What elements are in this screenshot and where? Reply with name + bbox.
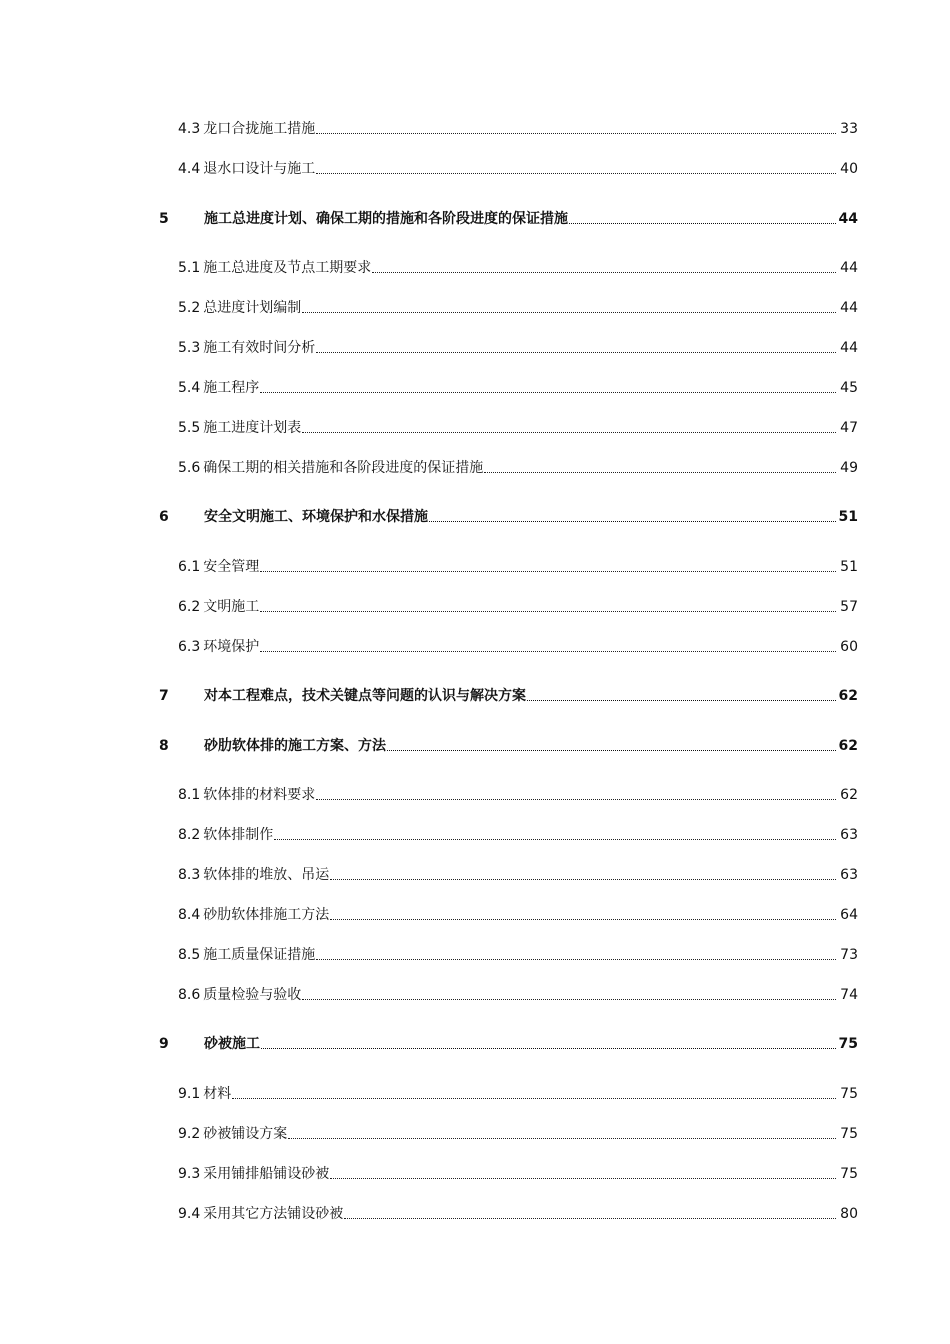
toc-entry-title: 砂被铺设方案 [203, 1126, 288, 1142]
toc-entry-page: 75 [840, 1166, 858, 1182]
toc-entry-page: 74 [840, 987, 858, 1003]
toc-entry-number: 7 [159, 688, 169, 704]
toc-entry-title: 软体排的堆放、吊运 [203, 867, 330, 883]
toc-entry-title: 对本工程难点，技术关键点等问题的认识与解决方案 [204, 688, 526, 704]
toc-entry-number: 5.4 [178, 380, 201, 396]
toc-entry-page: 80 [840, 1206, 858, 1222]
toc-entry-title: 施工进度计划表 [203, 420, 302, 436]
toc-entry[interactable] [0, 982, 858, 1004]
toc-dot-leader [569, 223, 836, 224]
toc-entry-number: 8.3 [178, 867, 201, 883]
toc-entry-page: 47 [840, 420, 858, 436]
toc-entry[interactable] [0, 1081, 858, 1103]
toc-entry-page: 62 [840, 787, 858, 803]
toc-entry-page: 51 [840, 559, 858, 575]
toc-entry-number: 8.5 [178, 947, 201, 963]
toc-dot-leader [302, 999, 836, 1000]
toc-dot-leader [260, 611, 836, 612]
toc-entry-title: 龙口合拢施工措施 [203, 121, 316, 137]
toc-entry[interactable] [0, 335, 858, 357]
toc-entry-number: 5.2 [178, 300, 201, 316]
toc-dot-leader [261, 1048, 836, 1049]
toc-entry-page: 57 [840, 599, 858, 615]
toc-dot-leader [288, 1138, 836, 1139]
toc-entry-number: 5 [159, 211, 169, 227]
toc-dot-leader [316, 133, 836, 134]
toc-entry-title: 采用铺排船铺设砂被 [203, 1166, 330, 1182]
toc-entry-page: 63 [840, 827, 858, 843]
toc-entry-title: 质量检验与验收 [203, 987, 302, 1003]
toc-dot-leader [330, 879, 836, 880]
toc-dot-leader [302, 312, 836, 313]
toc-entry-title: 确保工期的相关措施和各阶段进度的保证措施 [203, 460, 484, 476]
toc-entry[interactable] [0, 295, 858, 317]
toc-entry-page: 62 [838, 738, 858, 754]
toc-entry[interactable] [0, 156, 858, 178]
toc-entry-number: 9.3 [178, 1166, 201, 1182]
toc-entry-title: 采用其它方法铺设砂被 [203, 1206, 344, 1222]
toc-entry-title: 材料 [203, 1086, 232, 1102]
toc-entry-page: 44 [840, 300, 858, 316]
toc-entry-number: 8.4 [178, 907, 201, 923]
toc-entry-page: 44 [838, 211, 858, 227]
toc-entry-page: 51 [838, 509, 858, 525]
toc-entry[interactable] [0, 206, 858, 228]
toc-entry[interactable] [0, 862, 858, 884]
toc-entry-number: 8.1 [178, 787, 201, 803]
toc-dot-leader [260, 571, 836, 572]
toc-dot-leader [330, 919, 836, 920]
toc-dot-leader [527, 700, 836, 701]
toc-entry-title: 砂肋软体排的施工方案、方法 [204, 738, 386, 754]
toc-entry-number: 9 [159, 1036, 169, 1052]
toc-entry-number: 6.3 [178, 639, 201, 655]
toc-entry[interactable] [0, 594, 858, 616]
toc-entry-title: 安全文明施工、环境保护和水保措施 [204, 509, 428, 525]
toc-entry-number: 9.4 [178, 1206, 201, 1222]
toc-entry[interactable] [0, 554, 858, 576]
toc-dot-leader [302, 432, 836, 433]
toc-entry-number: 5.6 [178, 460, 201, 476]
toc-dot-leader [316, 352, 836, 353]
toc-entry-page: 75 [840, 1086, 858, 1102]
toc-entry[interactable] [0, 733, 858, 755]
toc-entry-number: 9.2 [178, 1126, 201, 1142]
toc-entry-title: 安全管理 [203, 559, 260, 575]
toc-entry-title: 退水口设计与施工 [203, 161, 316, 177]
toc-entry[interactable] [0, 782, 858, 804]
toc-dot-leader [260, 651, 836, 652]
toc-entry-title: 施工质量保证措施 [203, 947, 316, 963]
toc-entry[interactable] [0, 942, 858, 964]
toc-dot-leader [330, 1178, 836, 1179]
toc-entry[interactable] [0, 634, 858, 656]
toc-entry[interactable] [0, 822, 858, 844]
toc-entry-page: 63 [840, 867, 858, 883]
toc-dot-leader [484, 472, 836, 473]
toc-dot-leader [232, 1098, 836, 1099]
toc-entry-number: 4.3 [178, 121, 201, 137]
toc-entry-title: 施工总进度计划、确保工期的措施和各阶段进度的保证措施 [204, 211, 568, 227]
toc-entry-number: 4.4 [178, 161, 201, 177]
toc-entry[interactable] [0, 375, 858, 397]
toc-entry[interactable] [0, 504, 858, 526]
toc-entry-title: 施工总进度及节点工期要求 [203, 260, 372, 276]
toc-dot-leader [344, 1218, 836, 1219]
toc-entry-page: 40 [840, 161, 858, 177]
toc-entry-page: 64 [840, 907, 858, 923]
toc-entry[interactable] [0, 1161, 858, 1183]
toc-entry[interactable] [0, 455, 858, 477]
toc-dot-leader [260, 392, 836, 393]
toc-entry-number: 6.1 [178, 559, 201, 575]
toc-entry-page: 33 [840, 121, 858, 137]
toc-entry-number: 6.2 [178, 599, 201, 615]
toc-entry-number: 5.1 [178, 260, 201, 276]
toc-entry-page: 73 [840, 947, 858, 963]
toc-entry-title: 施工程序 [203, 380, 260, 396]
toc-entry-title: 砂被施工 [204, 1036, 260, 1052]
toc-entry-title: 软体排制作 [203, 827, 274, 843]
toc-entry[interactable] [0, 1201, 858, 1223]
toc-dot-leader [316, 173, 836, 174]
toc-entry[interactable] [0, 902, 858, 924]
toc-entry-number: 6 [159, 509, 169, 525]
toc-entry-page: 62 [838, 688, 858, 704]
toc-dot-leader [274, 839, 836, 840]
toc-entry-page: 60 [840, 639, 858, 655]
toc-entry-title: 总进度计划编制 [203, 300, 302, 316]
toc-entry[interactable] [0, 415, 858, 437]
toc-entry[interactable] [0, 1121, 858, 1143]
toc-entry-number: 8.6 [178, 987, 201, 1003]
toc-entry-title: 文明施工 [203, 599, 260, 615]
toc-entry[interactable] [0, 683, 858, 705]
toc-entry-page: 49 [840, 460, 858, 476]
toc-entry-page: 75 [840, 1126, 858, 1142]
toc-entry-page: 45 [840, 380, 858, 396]
toc-entry-page: 75 [838, 1036, 858, 1052]
toc-dot-leader [372, 272, 836, 273]
toc-entry[interactable] [0, 1031, 858, 1053]
toc-dot-leader [429, 521, 836, 522]
toc-entry-title: 施工有效时间分析 [203, 340, 316, 356]
toc-dot-leader [316, 799, 836, 800]
toc-entry-number: 5.3 [178, 340, 201, 356]
toc-entry-number: 8 [159, 738, 169, 754]
toc-entry[interactable] [0, 116, 858, 138]
toc-entry-page: 44 [840, 340, 858, 356]
toc-dot-leader [316, 959, 836, 960]
toc-entry-title: 砂肋软体排施工方法 [203, 907, 330, 923]
toc-entry-number: 8.2 [178, 827, 201, 843]
toc-entry-title: 软体排的材料要求 [203, 787, 316, 803]
toc-entry-number: 5.5 [178, 420, 201, 436]
toc-entry[interactable] [0, 255, 858, 277]
toc-entry-title: 环境保护 [203, 639, 260, 655]
toc-dot-leader [387, 750, 836, 751]
toc-entry-number: 9.1 [178, 1086, 201, 1102]
toc-entry-page: 44 [840, 260, 858, 276]
